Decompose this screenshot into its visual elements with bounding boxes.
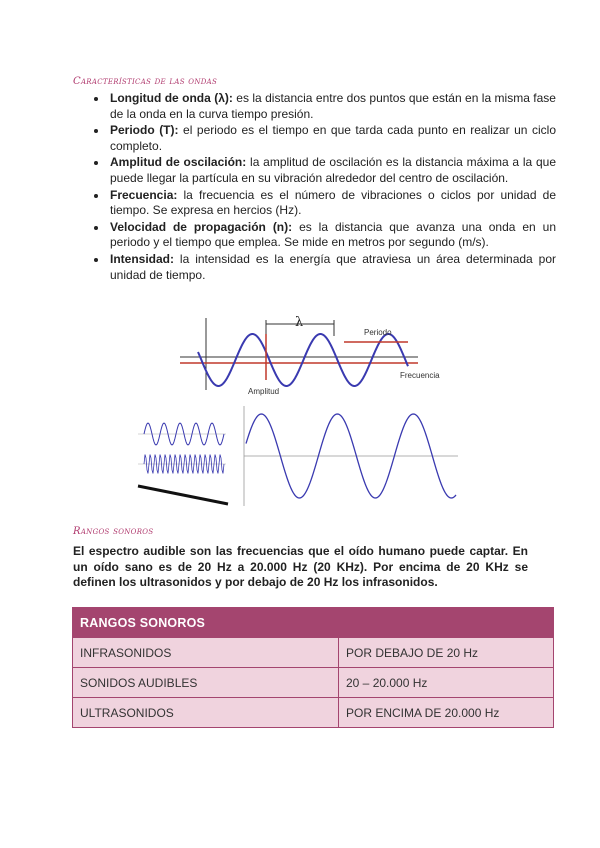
table-cell-name: SONIDOS AUDIBLES	[73, 668, 339, 698]
amplitud-label: Amplitud	[248, 387, 280, 396]
term-label: Velocidad de propagación (n):	[110, 219, 293, 234]
decorative-bar	[138, 486, 228, 504]
table-cell-name: INFRASONIDOS	[73, 638, 339, 668]
frequency-comparison-diagram	[136, 406, 460, 506]
term-label: Intensidad:	[110, 251, 175, 266]
list-item	[108, 220, 556, 251]
wave-diagram	[178, 314, 450, 398]
frecuencia-label: Frecuencia	[400, 371, 440, 380]
term-text: la amplitud de oscilación es la distancia máxima a la que puede llegar la partícula en su vibración alrededor del centro de oscilación.	[110, 155, 556, 185]
list-item	[108, 252, 556, 283]
term-text: es la distancia entre dos puntos que están en la misma fase de la onda en la curva tiempo presión.	[110, 91, 556, 121]
periodo-label: Periodo	[364, 328, 392, 337]
list-item	[108, 123, 556, 154]
table-row	[73, 698, 554, 728]
term-label: Frecuencia:	[110, 187, 178, 202]
lambda-label: λ	[295, 315, 304, 330]
term-label: Longitud de onda (λ):	[110, 91, 233, 105]
term-text: la intensidad es la energía que atraviesa un área determinada por unidad de tiempo.	[110, 251, 556, 282]
section-heading-caracteristicas: Características de las ondas	[73, 76, 218, 87]
table-cell-range: POR DEBAJO DE 20 Hz	[339, 638, 554, 668]
list-item	[108, 91, 556, 122]
table-header-row	[73, 608, 554, 638]
table-cell-name: ULTRASONIDOS	[73, 698, 339, 728]
table-cell-range: 20 – 20.000 Hz	[339, 668, 554, 698]
section-heading-rangos: Rangos sonoros	[73, 526, 154, 537]
term-label: Periodo (T):	[110, 123, 179, 138]
table-row	[73, 668, 554, 698]
characteristics-list	[80, 91, 556, 284]
list-item	[108, 188, 556, 219]
term-label: Amplitud de oscilación:	[110, 155, 247, 170]
term-text: es la distancia que avanza una onda en un periodo y el tiempo que emplea. Se mide en metros por segundo (m/s).	[110, 219, 556, 250]
term-text: la frecuencia es el número de vibraciones o ciclos por unidad de tiempo. Se expresa en hercios (Hz).	[110, 187, 556, 218]
list-item	[108, 155, 556, 186]
table-header: RANGOS SONOROS	[73, 608, 554, 638]
table-cell-range: POR ENCIMA DE 20.000 Hz	[339, 698, 554, 728]
ranges-table	[72, 607, 554, 728]
intro-paragraph: El espectro audible son las frecuencias que el oído humano puede captar. En un oído sano es de 20 Hz a 20.000 Hz (20 KHz). Por encima de 20 KHz se definen los ultrasonidos y por debajo de 20 Hz los infrasonidos.	[73, 544, 528, 590]
term-text: el periodo es el tiempo en que tarda cada punto en realizar un ciclo completo.	[110, 123, 556, 153]
table-row	[73, 638, 554, 668]
